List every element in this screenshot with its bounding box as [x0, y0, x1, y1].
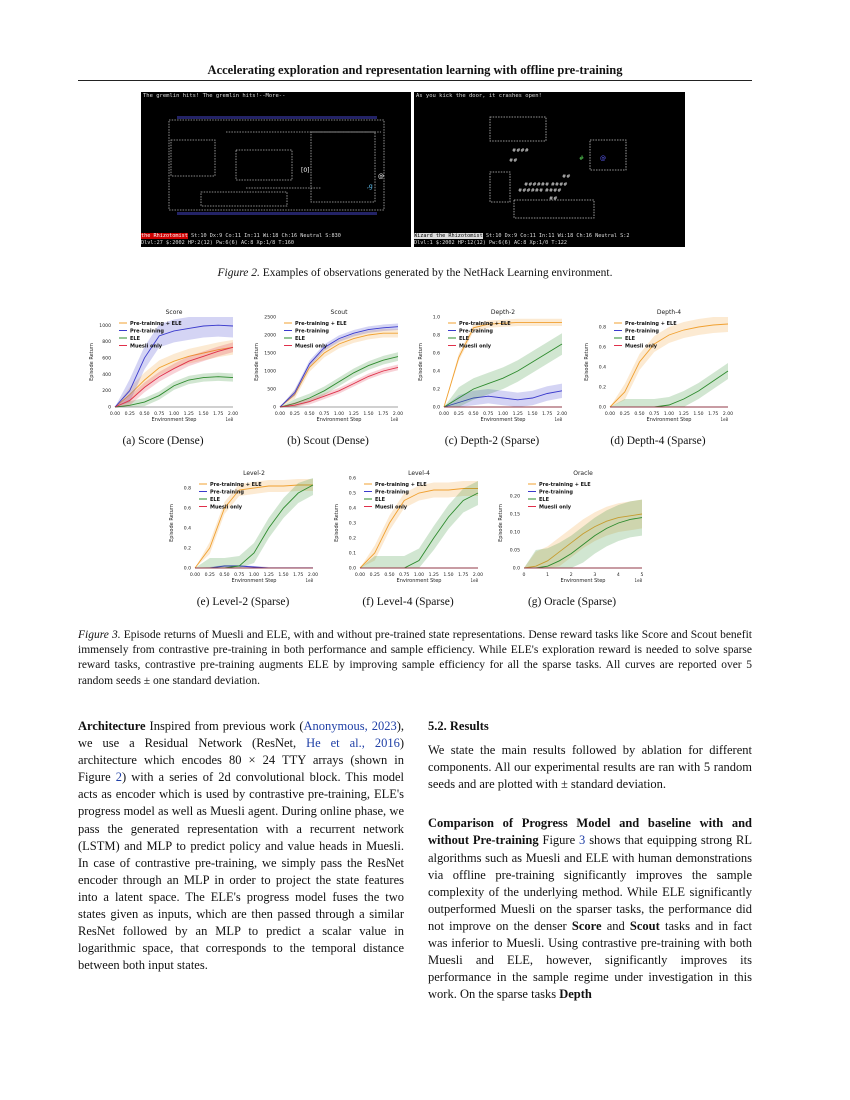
x-exponent: 1e8: [720, 417, 728, 422]
legend-label: ELE: [375, 496, 386, 503]
x-tick-label: 1.75: [542, 412, 553, 417]
y-tick-label: 0.0: [598, 405, 606, 411]
legend-label: Pre-training + ELE: [459, 320, 511, 327]
chart-svg: [414, 305, 570, 431]
legend: [448, 321, 511, 350]
svg-text:###### ####: ###### ####: [524, 182, 568, 188]
caption-label: Figure 2.: [217, 267, 260, 279]
y-axis-label: Episode Return: [418, 343, 424, 381]
x-tick-label: 2.00: [556, 412, 568, 417]
paragraph-heading: Architecture: [78, 719, 146, 733]
results-paragraph: [428, 815, 752, 1003]
x-tick-label: 1.00: [168, 412, 180, 417]
y-tick-label: 0.4: [183, 526, 191, 532]
chart-sublabel: (c) Depth-2 (Sparse): [444, 435, 540, 447]
y-tick-label: 0: [273, 405, 276, 411]
task-name: Depth: [559, 987, 592, 1002]
y-tick-label: 0.1: [348, 551, 356, 557]
legend-label: Muesli only: [625, 343, 658, 350]
x-tick-label: 0.75: [649, 412, 660, 417]
x-tick-label: 0.75: [234, 573, 245, 578]
task-name: Scout: [629, 918, 660, 933]
x-tick-label: 1.25: [428, 573, 439, 578]
x-tick-label: 0.75: [483, 412, 494, 417]
x-tick-label: 1.50: [278, 573, 289, 578]
legend-label: Pre-training + ELE: [210, 481, 262, 488]
x-tick-label: 0.25: [204, 573, 215, 578]
x-tick-label: 0.75: [399, 573, 410, 578]
legend-label: Muesli only: [459, 343, 492, 350]
chart-svg: [85, 305, 241, 431]
x-tick-label: 0.00: [274, 412, 286, 417]
x-exponent: 1e8: [634, 578, 642, 583]
body-text: ) architecture which encodes 80 × 24 TTY arrays (shown in Figure: [78, 736, 404, 785]
body-text: Figure: [538, 833, 580, 848]
y-tick-label: 0.4: [598, 365, 606, 371]
legend: [528, 482, 591, 511]
legend-label: Muesli only: [295, 343, 328, 350]
chart-panel-scout: [250, 305, 406, 447]
x-tick-label: 3: [593, 573, 597, 578]
status-name: the Rhizotomist: [141, 233, 188, 239]
legend-label: Pre-training: [375, 489, 409, 496]
x-tick-label: 2.00: [472, 573, 484, 578]
legend-label: Pre-training: [539, 489, 573, 496]
x-tick-label: 2.00: [722, 412, 734, 417]
y-tick-label: 400: [102, 372, 111, 378]
y-tick-label: 0.05: [509, 548, 520, 554]
svg-text:@: @: [600, 155, 606, 162]
svg-text:@: @: [378, 173, 384, 180]
svg-text:##: ##: [562, 174, 571, 180]
legend-label: Pre-training + ELE: [375, 481, 427, 488]
chart-panel-depth-4: [580, 305, 736, 447]
x-tick-label: 0.75: [319, 412, 330, 417]
svg-text:#: #: [579, 155, 585, 162]
caption-text: Examples of observations generated by the NetHack Learning environment.: [259, 267, 613, 279]
x-tick-label: 4: [616, 573, 620, 578]
x-tick-label: 1.75: [708, 412, 719, 417]
legend-label: Pre-training + ELE: [539, 481, 591, 488]
citation-link[interactable]: He et al., 2016: [306, 736, 400, 751]
y-tick-label: 0.6: [598, 345, 606, 351]
y-tick-label: 1.0: [432, 315, 440, 321]
body-text: Inspired from previous work (: [145, 719, 304, 733]
x-exponent: 1e8: [225, 417, 233, 422]
x-tick-label: 2.00: [307, 573, 319, 578]
status-line-1: [414, 233, 685, 239]
y-tick-label: 0.8: [183, 486, 191, 492]
section-title: 5.2. Results: [428, 719, 489, 733]
y-tick-label: 0.0: [348, 566, 356, 572]
chart-title: Level-2: [243, 470, 265, 477]
x-tick-label: 1.25: [263, 573, 274, 578]
status-line-2: Dlvl:1 $:2002 HP:12(12) Pw:6(6) AC:8 Xp:1/0 T:122: [414, 240, 568, 246]
status-attributes: St:10 Dx:9 Co:11 In:11 Wi:18 Ch:16 Neutral S:830: [190, 233, 341, 239]
x-axis-label: Environment Step: [560, 578, 606, 584]
x-tick-label: 1.00: [497, 412, 509, 417]
x-tick-label: 0.25: [619, 412, 630, 417]
svg-text:,g: ,g: [367, 183, 373, 190]
x-tick-label: 2.00: [227, 412, 239, 417]
x-tick-label: 0.50: [634, 412, 645, 417]
svg-text:###### ####: ###### ####: [518, 188, 562, 194]
x-tick-label: 0.50: [304, 412, 315, 417]
svg-text:[0]: [0]: [301, 167, 310, 174]
x-exponent: 1e8: [470, 578, 478, 583]
legend-label: Muesli only: [539, 504, 572, 511]
y-tick-label: 0.10: [509, 530, 520, 536]
y-tick-label: 0.6: [348, 476, 356, 482]
x-tick-label: 0.00: [438, 412, 450, 417]
y-axis-label: Episode Return: [584, 343, 590, 381]
x-tick-label: 0.25: [124, 412, 135, 417]
chart-title: Oracle: [573, 470, 593, 477]
legend-label: ELE: [625, 335, 636, 342]
legend-label: Pre-training: [295, 328, 329, 335]
x-tick-label: 2: [569, 573, 573, 578]
task-name: Score: [571, 918, 602, 933]
y-tick-label: 500: [267, 387, 276, 393]
y-tick-label: 2500: [264, 315, 276, 321]
chart-panel-score: [85, 305, 241, 447]
legend-label: Pre-training + ELE: [130, 320, 182, 327]
chart-title: Level-4: [408, 470, 430, 477]
body-text: ) with a series of 2d convolutional block. This model acts as encoder which is used by contrastive pre-training, ELE's progress model as well as Muesli agent. During online phase, we pass the generated representation with a recurrent network (LSTM) and MLP to predict policy and value heads in Muesli. In case of contrastive pre-training, we simply pass the ResNet encoder through an MLP in order to project the state features into a latent space. The ELE's progress model fuses the two states given as inputs, which are then passed through a similar ResNet followed by an MLP to predict a scalar value in logarithmic space, that corresponds to the temporal distance between both input states.: [78, 770, 404, 973]
y-tick-label: 1000: [264, 369, 276, 375]
game-message: The gremlin hits! The gremlin hits!--More--: [143, 93, 286, 99]
x-tick-label: 1.00: [663, 412, 675, 417]
y-tick-label: 0.2: [432, 387, 440, 393]
x-exponent: 1e8: [554, 417, 562, 422]
chart-panel-depth-2: [414, 305, 570, 447]
x-tick-label: 1.50: [443, 573, 454, 578]
legend-label: Pre-training: [459, 328, 493, 335]
x-tick-label: 0.25: [369, 573, 380, 578]
std-band: [280, 352, 398, 407]
x-tick-label: 0.50: [219, 573, 230, 578]
body-text: tasks and in fact was inferior to Muesli. Using contrastive pre-training with both Muesli and ELE, however, significantly improves its performance in the sample regime under investigation in this work. On the sparse tasks: [428, 918, 752, 1002]
y-tick-label: 1000: [99, 323, 111, 329]
x-tick-label: 0.50: [139, 412, 150, 417]
figure-ref-link[interactable]: 3: [579, 833, 586, 848]
y-axis-label: Episode Return: [334, 504, 340, 542]
x-tick-label: 1.25: [678, 412, 689, 417]
x-tick-label: 1.25: [348, 412, 359, 417]
x-tick-label: 1: [546, 573, 550, 578]
x-tick-label: 1.75: [213, 412, 224, 417]
chart-svg: [580, 305, 736, 431]
x-axis-label: Environment Step: [646, 417, 692, 423]
x-tick-label: 0.00: [354, 573, 366, 578]
legend-label: ELE: [210, 496, 221, 503]
chart-panel-oracle: [494, 466, 650, 608]
x-tick-label: 1.75: [378, 412, 389, 417]
y-axis-label: Episode Return: [498, 504, 504, 542]
figure-3-caption: [78, 628, 752, 689]
y-tick-label: 0.5: [348, 491, 356, 497]
figure-2-caption: [78, 266, 752, 281]
x-tick-label: 5: [640, 573, 644, 578]
x-exponent: 1e8: [305, 578, 313, 583]
legend-label: Pre-training: [625, 328, 659, 335]
header-rule: [78, 80, 752, 81]
x-tick-label: 1.00: [248, 573, 260, 578]
y-tick-label: 0.4: [348, 506, 356, 512]
y-tick-label: 0.2: [598, 385, 606, 391]
x-tick-label: 1.50: [693, 412, 704, 417]
x-exponent: 1e8: [390, 417, 398, 422]
citation-link[interactable]: Anonymous, 2023: [303, 719, 397, 733]
y-tick-label: 0.0: [183, 566, 191, 572]
legend-label: Muesli only: [210, 504, 243, 511]
x-tick-label: 0.00: [604, 412, 616, 417]
svg-text:##: ##: [549, 196, 558, 202]
paragraph-heading: Comparison of Progress Model and baseline with and without Pre-training: [428, 816, 752, 848]
caption-label: Figure 3.: [78, 629, 121, 641]
body-text: and: [601, 918, 630, 933]
running-header: Accelerating exploration and representation learning with offline pre-training: [207, 63, 623, 77]
chart-sublabel: (f) Level-4 (Sparse): [362, 596, 454, 608]
y-tick-label: 0.20: [509, 494, 520, 500]
x-tick-label: 1.50: [198, 412, 209, 417]
x-axis-label: Environment Step: [316, 417, 362, 423]
chart-sublabel: (g) Oracle (Sparse): [527, 596, 617, 608]
y-tick-label: 0: [108, 405, 111, 411]
chart-title: Score: [165, 309, 183, 316]
legend-label: Muesli only: [130, 343, 163, 350]
nethack-screen-right: [414, 92, 685, 247]
chart-title: Depth-2: [490, 309, 516, 316]
left-column: [78, 718, 404, 974]
y-axis-label: Episode Return: [169, 504, 175, 542]
chart-sublabel: (b) Scout (Dense): [287, 435, 369, 447]
y-tick-label: 0.8: [432, 333, 440, 339]
chart-svg: [250, 305, 406, 431]
body-text: shows that equipping strong RL algorithms such as Muesli and ELE with human demonstrations via offline pre-training significantly improves the sample complexity of the underlying method. While ELE significantly outperformed Muesli on the sparser tasks, the performance did not improve on the denser: [428, 833, 752, 933]
x-axis-label: Environment Step: [396, 578, 442, 584]
dungeon-map-right: [414, 92, 685, 247]
status-line-2: Dlvl:27 $:2002 HP:2(12) Pw:6(6) AC:8 Xp:1/8 T:160: [141, 240, 295, 246]
legend-label: Pre-training + ELE: [625, 320, 677, 327]
status-line-1: [141, 233, 411, 239]
x-tick-label: 1.75: [293, 573, 304, 578]
y-tick-label: 0.0: [512, 566, 520, 572]
svg-text:####: ####: [512, 148, 529, 154]
x-tick-label: 0.50: [468, 412, 479, 417]
y-tick-label: 2000: [264, 333, 276, 339]
y-tick-label: 0.3: [348, 521, 356, 527]
y-tick-label: 800: [102, 340, 111, 346]
y-tick-label: 0.0: [432, 405, 440, 411]
y-axis-label: Episode Return: [89, 343, 95, 381]
x-tick-label: 0.25: [453, 412, 464, 417]
y-axis-label: Episode Return: [254, 343, 260, 381]
x-tick-label: 0: [522, 573, 526, 578]
legend-label: Pre-training: [130, 328, 164, 335]
x-axis-label: Environment Step: [151, 417, 197, 423]
legend-label: ELE: [130, 335, 141, 342]
y-tick-label: 0.2: [183, 546, 191, 552]
y-tick-label: 0.15: [509, 512, 520, 518]
x-tick-label: 0.00: [189, 573, 201, 578]
x-tick-label: 1.50: [363, 412, 374, 417]
nethack-screen-left: [141, 92, 411, 247]
chart-sublabel: (d) Depth-4 (Sparse): [610, 435, 706, 447]
chart-panel-level-4: [330, 466, 486, 608]
y-tick-label: 0.2: [348, 536, 356, 542]
figure-ref-link[interactable]: 2: [115, 770, 122, 785]
status-attributes: St:10 Dx:9 Co:11 In:11 Wi:18 Ch:16 Neutral S:2: [485, 233, 630, 239]
dungeon-map-left: [141, 92, 411, 247]
chart-sublabel: (a) Score (Dense): [122, 435, 204, 447]
x-tick-label: 1.75: [458, 573, 469, 578]
right-column: [428, 718, 752, 1015]
x-tick-label: 1.00: [413, 573, 425, 578]
y-tick-label: 600: [102, 356, 111, 362]
legend-label: Muesli only: [375, 504, 408, 511]
x-tick-label: 2.00: [392, 412, 404, 417]
x-tick-label: 0.25: [289, 412, 300, 417]
x-tick-label: 1.25: [512, 412, 523, 417]
legend-label: ELE: [295, 335, 306, 342]
svg-text:##: ##: [509, 158, 518, 164]
y-tick-label: 0.6: [183, 506, 191, 512]
y-tick-label: 0.8: [598, 325, 606, 331]
status-name: Wizard the Rhizotomist: [414, 233, 483, 239]
results-intro: We state the main results followed by ablation for different components. All our experimental results are ran with 5 random seeds and are plotted with ± standard deviation.: [428, 743, 752, 792]
x-axis-label: Environment Step: [480, 417, 526, 423]
chart-svg: [494, 466, 650, 592]
y-tick-label: 1500: [264, 351, 276, 357]
chart-svg: [330, 466, 486, 592]
x-tick-label: 1.25: [183, 412, 194, 417]
chart-title: Depth-4: [656, 309, 682, 316]
x-axis-label: Environment Step: [231, 578, 277, 584]
legend-label: ELE: [459, 335, 470, 342]
caption-text: Episode returns of Muesli and ELE, with and without pre-trained state representations. Dense reward tasks like Score and Scout benefit immensely from contrastive pre-training in both performance and sample efficiency. While ELE's exploration reward is needed to solve sparse reward tasks, contrastive pre-training augments ELE by improving sample efficiency for all the sparse tasks. All curves are reported over 5 random seeds ± one standard deviation.: [78, 629, 753, 687]
x-tick-label: 1.00: [333, 412, 345, 417]
x-tick-label: 0.75: [154, 412, 165, 417]
body-text: ), we use a Residual Network (ResNet,: [78, 719, 404, 751]
y-tick-label: 0.4: [432, 369, 440, 375]
x-tick-label: 1.50: [527, 412, 538, 417]
y-tick-label: 200: [102, 389, 111, 395]
chart-sublabel: (e) Level-2 (Sparse): [196, 596, 290, 608]
chart-panel-level-2: [165, 466, 321, 608]
legend-label: Pre-training + ELE: [295, 320, 347, 327]
game-message: As you kick the door, it crashes open!: [416, 93, 542, 99]
y-tick-label: 0.6: [432, 351, 440, 357]
x-tick-label: 0.00: [109, 412, 121, 417]
chart-svg: [165, 466, 321, 592]
x-tick-label: 0.50: [384, 573, 395, 578]
legend-label: ELE: [539, 496, 550, 503]
chart-title: Scout: [330, 309, 348, 316]
legend-label: Pre-training: [210, 489, 244, 496]
